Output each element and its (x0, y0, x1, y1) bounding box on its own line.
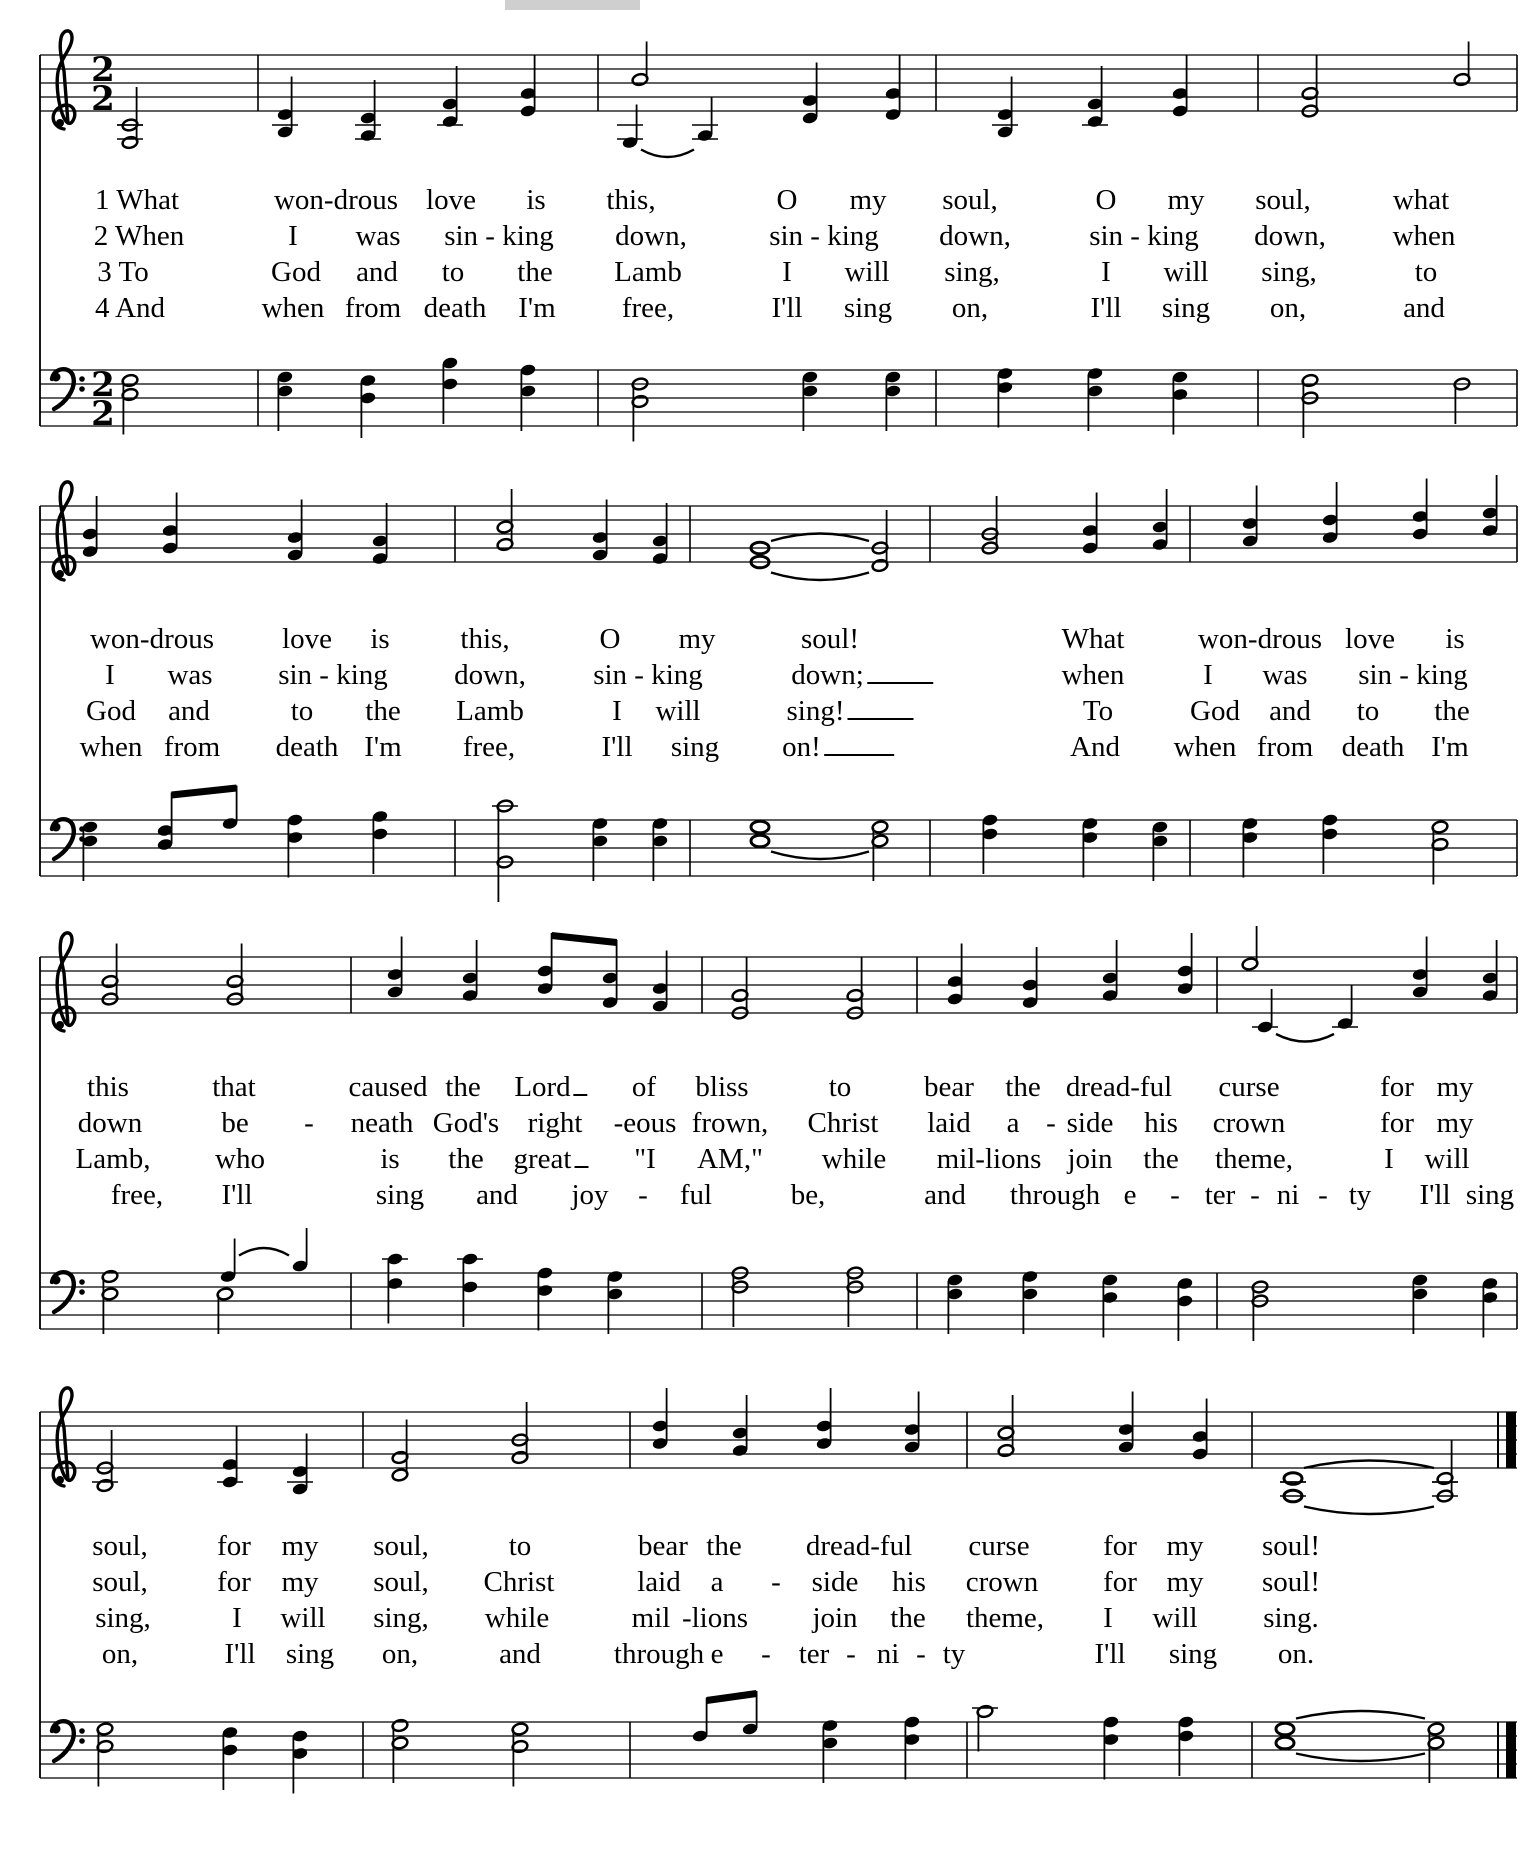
lyric-syllable: God's (432, 1107, 500, 1139)
bass-clef-icon (79, 1279, 85, 1285)
lyric-syllable: the (1005, 1071, 1041, 1103)
lyric-syllable: - (771, 1566, 781, 1598)
lyric-syllable: death (423, 292, 487, 324)
lyric-syllable: free, (462, 731, 516, 763)
final-barline-thick (1506, 1722, 1516, 1778)
lyric-syllable: I'll (1090, 292, 1122, 324)
whole-note-head (751, 821, 769, 833)
lyric-syllable: be, (790, 1179, 826, 1211)
lyric-syllable: e (710, 1638, 724, 1670)
lyric-syllable: I'll (1094, 1638, 1126, 1670)
lyric-syllable: soul! (801, 623, 859, 655)
lyric-syllable: - (1318, 1179, 1328, 1211)
lyric-syllable: sing. (1263, 1602, 1319, 1634)
lyric-syllable: the (445, 1071, 481, 1103)
tie-slur (1296, 1754, 1425, 1762)
lyric-syllable: I (105, 659, 115, 691)
lyric-syllable: love (426, 184, 476, 216)
lyric-syllable: side (811, 1566, 859, 1598)
lyric-syllable: the (517, 256, 553, 288)
lyric-syllable: crown (965, 1566, 1039, 1598)
lyric-syllable: God (271, 256, 321, 288)
tie-slur (1304, 1507, 1434, 1515)
lyric-syllable: when (79, 731, 143, 763)
lyric-syllable: from (1256, 731, 1314, 763)
lyric-syllable: and (168, 695, 210, 727)
lyric-syllable: - (304, 1107, 314, 1139)
lyric-syllable: won-drous (89, 623, 215, 655)
lyric-syllable: my (849, 184, 887, 216)
bass-clef-icon (52, 369, 74, 409)
lyric-syllable: death (1341, 731, 1405, 763)
lyric-syllable: the (365, 695, 401, 727)
lyric-syllable: on, (951, 292, 989, 324)
lyric-syllable: sin - king (278, 659, 388, 691)
lyric-syllable: the (1143, 1143, 1179, 1175)
lyric-syllable: for (217, 1566, 251, 1598)
lyric-syllable: my (1167, 184, 1205, 216)
lyric-syllable: to (290, 695, 314, 727)
lyric-syllable: the (448, 1143, 484, 1175)
lyric-syllable: who (215, 1143, 265, 1175)
lyric-syllable: curse (1218, 1071, 1280, 1103)
lyric-syllable: 1 What (94, 184, 180, 216)
lyric-syllable: through (1009, 1179, 1101, 1211)
lyric-syllable: will (655, 695, 701, 727)
lyric-syllable: my (678, 623, 716, 655)
lyric-syllable: join (812, 1602, 858, 1634)
lyric-syllable: soul, (92, 1566, 148, 1598)
lyric-syllable: sing, (373, 1602, 429, 1634)
lyric-syllable: I'll (601, 731, 633, 763)
lyric-syllable: sing, (1261, 256, 1317, 288)
treble-clef-icon (53, 933, 75, 1031)
lyric-syllable: sing (375, 1179, 425, 1211)
lyric-syllable: sin - king (1089, 220, 1199, 252)
bass-clef-icon (52, 819, 74, 859)
bass-clef-icon (52, 1272, 74, 1312)
lyric-syllable: down, (939, 220, 1011, 252)
lyric-syllable: I (1101, 256, 1111, 288)
lyric-syllable: Lamb (456, 695, 524, 727)
lyric-syllable: Lamb, (75, 1143, 151, 1175)
lyric-syllable: will (1424, 1143, 1470, 1175)
lyric-syllable: my (281, 1566, 319, 1598)
lyric-syllable: a (1006, 1107, 1020, 1139)
lyric-syllable: - (846, 1638, 856, 1670)
lyric-syllable: his (892, 1566, 926, 1598)
lyric-syllable: will (1152, 1602, 1198, 1634)
treble-clef-icon (56, 1476, 64, 1484)
lyric-syllable: side (1066, 1107, 1114, 1139)
lyric-syllable: - (916, 1638, 926, 1670)
lyric-syllable: ter (1204, 1179, 1236, 1211)
lyric-syllable: -lions (681, 1602, 749, 1634)
lyric-syllable: e (1123, 1179, 1137, 1211)
lyric-syllable: was (355, 220, 401, 252)
lyric-syllable: is (370, 623, 390, 655)
lyric-syllable: - (1170, 1179, 1180, 1211)
lyric-syllable: for (1103, 1566, 1137, 1598)
treble-clef-icon (56, 119, 64, 127)
lyric-syllable: Christ (483, 1566, 555, 1598)
lyric-syllable: love (1345, 623, 1395, 655)
lyric-syllable: to (441, 256, 465, 288)
treble-clef-icon (53, 1388, 75, 1486)
lyric-syllable: "I (634, 1143, 656, 1175)
lyric-syllable: great (514, 1145, 589, 1174)
lyric-syllable: of (631, 1071, 657, 1103)
lyric-syllable: down (77, 1107, 143, 1139)
lyric-syllable: this, (606, 184, 656, 216)
lyric-syllable: I (232, 1602, 242, 1634)
lyric-syllable: when (1392, 220, 1456, 252)
lyric-syllable: I (612, 695, 622, 727)
tie-slur (1276, 1034, 1334, 1042)
tie-slur (771, 852, 869, 860)
lyric-syllable: ty (942, 1638, 966, 1670)
lyric-syllable: is (380, 1143, 400, 1175)
lyric-syllable: dread-ful (1065, 1071, 1173, 1103)
lyric-syllable: this, (460, 623, 510, 655)
lyric-syllable: when (1061, 659, 1125, 691)
final-barline-thick (1506, 1412, 1516, 1468)
lyric-syllable: on, (1269, 292, 1307, 324)
tie-slur (239, 1248, 289, 1256)
lyric-syllable: Lord (514, 1073, 587, 1102)
lyric-syllable: What (1061, 623, 1125, 655)
lyric-syllable: joy (571, 1179, 609, 1211)
lyric-syllable: and (1269, 695, 1311, 727)
lyric-syllable: down, (615, 220, 687, 252)
lyric-syllable: through (613, 1638, 705, 1670)
lyric-syllable: from (163, 731, 221, 763)
lyric-syllable: and (476, 1179, 518, 1211)
lyric-syllable: on, (381, 1638, 419, 1670)
lyric-syllable: O (1095, 184, 1117, 216)
lyric-syllable: bear (638, 1530, 688, 1562)
lyric-syllable: frown, (691, 1107, 769, 1139)
lyric-syllable: mil-lions (936, 1143, 1042, 1175)
lyric-syllable: I (1103, 1602, 1113, 1634)
lyric-syllable: ter (798, 1638, 830, 1670)
lyric-syllable: and (356, 256, 398, 288)
lyric-syllable: will (280, 1602, 326, 1634)
lyric-syllable: I'm (1431, 731, 1469, 763)
lyric-syllable: neath (350, 1107, 414, 1139)
lyric-syllable: Christ (807, 1107, 879, 1139)
lyric-syllable: I (1203, 659, 1213, 691)
lyric-syllable: to (508, 1530, 532, 1562)
lyric-syllable: sin - king (769, 220, 879, 252)
bass-clef-icon (79, 1289, 85, 1295)
whole-note-head (1276, 1737, 1294, 1749)
lyric-syllable: ful (679, 1179, 713, 1211)
lyric-syllable: - (638, 1179, 648, 1211)
lyric-syllable: is (526, 184, 546, 216)
lyric-syllable: when (1173, 731, 1237, 763)
lyric-syllable: for (217, 1530, 251, 1562)
lyric-syllable: sing (843, 292, 893, 324)
treble-clef-icon (56, 570, 64, 578)
lyric-extender-line (824, 750, 894, 756)
lyric-syllable: curse (968, 1530, 1030, 1562)
lyric-syllable: join (1067, 1143, 1113, 1175)
beam (172, 788, 237, 795)
lyric-syllable: dread-ful (805, 1530, 913, 1562)
lyric-syllable: my (1436, 1071, 1474, 1103)
time-signature: 2 (91, 79, 115, 119)
lyric-syllable: will (1163, 256, 1209, 288)
lyric-syllable: free, (110, 1179, 164, 1211)
lyric-syllable: my (1166, 1530, 1204, 1562)
lyric-syllable: the (706, 1530, 742, 1562)
lyric-syllable: down, (1254, 220, 1326, 252)
lyric-syllable: love (282, 623, 332, 655)
lyric-syllable: I'm (364, 731, 402, 763)
whole-note-head (1276, 1723, 1294, 1735)
lyric-syllable: his (1144, 1107, 1178, 1139)
lyric-syllable: To (1082, 695, 1114, 727)
lyric-syllable: death (275, 731, 339, 763)
lyric-syllable: and (924, 1179, 966, 1211)
lyric-extender-line (574, 1162, 588, 1168)
lyric-syllable: was (1262, 659, 1308, 691)
lyric-syllable: soul, (373, 1530, 429, 1562)
lyric-syllable: theme, (1214, 1143, 1294, 1175)
lyric-syllable: soul, (92, 1530, 148, 1562)
time-signature: 2 (91, 394, 115, 434)
bass-clef-icon (52, 1721, 74, 1761)
lyric-syllable: caused (348, 1071, 428, 1103)
lyric-syllable: sing, (95, 1602, 151, 1634)
lyric-syllable: O (776, 184, 798, 216)
lyric-syllable: And (1070, 731, 1120, 763)
lyric-syllable: is (1445, 623, 1465, 655)
lyric-syllable: and (499, 1638, 541, 1670)
tie-slur (641, 150, 694, 158)
lyric-syllable: laid (637, 1566, 681, 1598)
lyric-syllable: to (828, 1071, 852, 1103)
lyric-syllable: sin - king (444, 220, 554, 252)
lyric-syllable: my (1436, 1107, 1474, 1139)
tie-slur (771, 573, 869, 581)
lyric-syllable: and (1403, 292, 1445, 324)
lyric-syllable: this (87, 1071, 129, 1103)
tie-slur (1304, 1461, 1434, 1469)
lyric-syllable: O (599, 623, 621, 655)
lyric-syllable: I (1384, 1143, 1394, 1175)
lyric-syllable: 2 When (93, 220, 185, 252)
lyric-syllable: AM," (697, 1143, 763, 1175)
lyric-syllable: soul! (1262, 1566, 1320, 1598)
whole-note-head (751, 835, 769, 847)
bass-clef-icon (79, 386, 85, 392)
lyric-syllable: the (1434, 695, 1470, 727)
lyric-extender-line (848, 714, 914, 720)
time-signature: 2 (91, 365, 115, 405)
lyric-syllable: for (1380, 1107, 1414, 1139)
lyric-syllable: won-drous (273, 184, 399, 216)
lyric-syllable: while (484, 1602, 550, 1634)
lyric-extender-line (574, 1090, 588, 1096)
lyric-syllable: soul, (373, 1566, 429, 1598)
lyric-syllable: 3 To (97, 256, 149, 288)
treble-clef-icon (53, 482, 75, 580)
lyric-syllable: sing, (944, 256, 1000, 288)
lyric-syllable: ni (1276, 1179, 1300, 1211)
lyric-syllable: theme, (965, 1602, 1045, 1634)
lyric-syllable: I'll (221, 1179, 253, 1211)
lyric-syllable: free, (621, 292, 675, 324)
lyric-syllable: my (1166, 1566, 1204, 1598)
lyric-syllable: sin - king (1358, 659, 1468, 691)
lyric-syllable: God (86, 695, 136, 727)
treble-clef-icon (53, 31, 75, 129)
lyric-syllable: mil (631, 1602, 671, 1634)
treble-clef-icon (56, 1021, 64, 1029)
lyric-syllable: Lamb (614, 256, 682, 288)
lyric-syllable: be (221, 1107, 249, 1139)
lyric-syllable: what (1392, 184, 1450, 216)
lyric-extender-line (867, 678, 933, 684)
lyric-syllable: sing (1161, 292, 1211, 324)
lyric-syllable: bliss (695, 1071, 749, 1103)
lyric-syllable: I'll (1419, 1179, 1451, 1211)
lyric-syllable: crown (1212, 1107, 1286, 1139)
lyric-syllable: I'll (224, 1638, 256, 1670)
lyric-syllable: - (1250, 1179, 1260, 1211)
lyric-syllable: ni (876, 1638, 900, 1670)
lyric-syllable: down; (791, 661, 933, 690)
bass-clef-icon (79, 1728, 85, 1734)
lyric-syllable: I'm (518, 292, 556, 324)
lyric-syllable: I'll (771, 292, 803, 324)
lyric-syllable: will (844, 256, 890, 288)
lyric-syllable: my (281, 1530, 319, 1562)
lyric-syllable: when (261, 292, 325, 324)
lyric-syllable: on! (782, 733, 894, 762)
lyric-syllable: sing (1465, 1179, 1515, 1211)
lyric-syllable: ty (1348, 1179, 1372, 1211)
lyric-syllable: - (761, 1638, 771, 1670)
lyric-syllable: down, (454, 659, 526, 691)
lyric-syllable: I (288, 220, 298, 252)
lyric-syllable: soul! (1262, 1530, 1320, 1562)
lyric-syllable: on. (1277, 1638, 1315, 1670)
lyric-syllable: right (527, 1107, 583, 1139)
lyric-syllable: I (782, 256, 792, 288)
beam (707, 1694, 757, 1701)
lyric-syllable: for (1103, 1530, 1137, 1562)
lyric-syllable: soul, (942, 184, 998, 216)
lyric-syllable: won-drous (1197, 623, 1323, 655)
lyric-syllable: sing (1168, 1638, 1218, 1670)
lyric-syllable: from (344, 292, 402, 324)
lyric-syllable: was (167, 659, 213, 691)
tie-slur (1296, 1711, 1425, 1719)
lyric-syllable: on, (101, 1638, 139, 1670)
beam (552, 936, 617, 943)
lyric-syllable: a (710, 1566, 724, 1598)
lyric-syllable: sin - king (593, 659, 703, 691)
lyric-syllable: to (1356, 695, 1380, 727)
lyric-syllable: God (1190, 695, 1240, 727)
time-signature: 2 (91, 50, 115, 90)
lyric-syllable: for (1380, 1071, 1414, 1103)
lyric-syllable: while (821, 1143, 887, 1175)
bass-clef-icon (79, 376, 85, 382)
lyric-syllable: that (212, 1071, 256, 1103)
lyric-syllable: -eous (613, 1107, 677, 1139)
lyric-syllable: sing (285, 1638, 335, 1670)
lyric-syllable: - (1046, 1107, 1056, 1139)
lyric-syllable: laid (927, 1107, 971, 1139)
lyric-syllable: soul, (1255, 184, 1311, 216)
lyric-syllable: sing (670, 731, 720, 763)
bass-clef-icon (79, 1738, 85, 1744)
lyric-syllable: 4 And (94, 292, 166, 324)
lyric-syllable: to (1414, 256, 1438, 288)
lyric-syllable: sing! (787, 697, 914, 726)
lyric-syllable: the (890, 1602, 926, 1634)
lyric-syllable: bear (924, 1071, 974, 1103)
